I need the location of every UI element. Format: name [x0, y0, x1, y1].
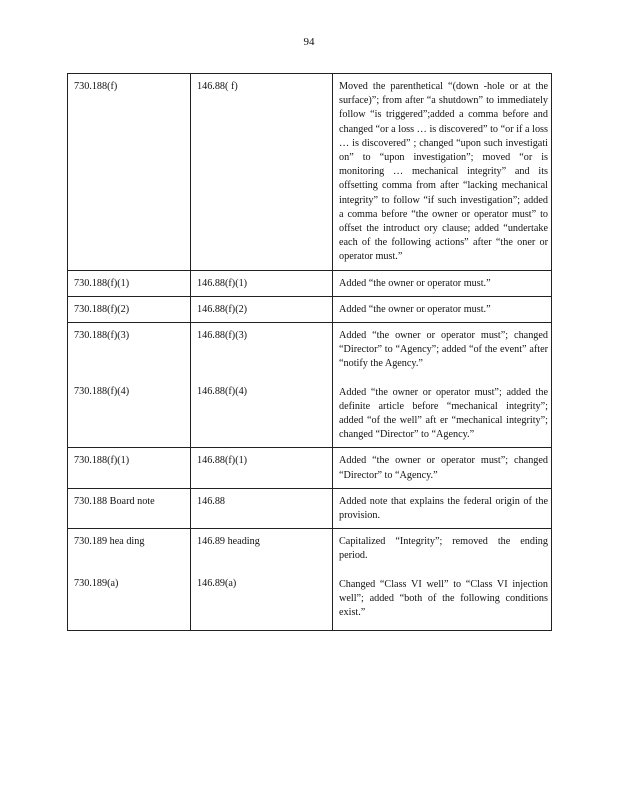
federal-section: 146.89(a) — [197, 578, 237, 590]
table-row — [68, 74, 552, 271]
illinois-section: 730.188(f)(2) — [74, 303, 130, 315]
illinois-section: 730.189(a) — [74, 578, 119, 590]
illinois-section: 730.188(f)(3) — [74, 330, 130, 342]
federal-section: 146.89 heading — [197, 536, 260, 548]
change-description-cell — [333, 74, 552, 271]
change-description-cell — [333, 323, 552, 448]
change-description: Added “the owner or operator must.” — [339, 277, 491, 289]
federal-section: 146.88(f)(1) — [197, 455, 248, 467]
illinois-section-cell — [68, 488, 191, 528]
illinois-section-cell — [68, 529, 191, 631]
change-description: Moved the parenthetical “(down -hole or at the surface)”; from after “a shutdown” to immediately follow “is triggered”;added a comma before and changed “or a loss … is discovered” to “or if a loss … is discovered” ; changed “upon such investigati on” to “upon investigation”; moved “or is monitoring … mechanical integrity” and its offsetting comma from after “lacking mechanical integrity” to follow “if such investigation”; added a comma before “the owner or operator must” to offset the introduct ory clause; added “undertake each of the following actions” after “the oner or operator must.” — [339, 81, 548, 263]
illinois-section-cell — [68, 296, 191, 322]
change-description: Added note that explains the federal origin of the provision. — [339, 495, 548, 522]
change-description: Added “the owner or operator must”; changed “Director” to “Agency”; added “of the event” after “notify the Agency.” — [339, 330, 548, 370]
table-row — [68, 488, 552, 528]
table-row — [68, 270, 552, 296]
federal-section-cell — [191, 448, 333, 488]
spacer — [339, 372, 548, 386]
federal-section: 146.88( f) — [197, 81, 238, 92]
federal-section-cell — [191, 270, 333, 296]
illinois-section: 730.189 hea ding — [74, 536, 145, 548]
spacer — [339, 564, 548, 578]
change-description: Added “the owner or operator must”; changed “Director” to “Agency.” — [339, 455, 548, 481]
illinois-section-cell — [68, 74, 191, 271]
spacer — [197, 343, 327, 385]
illinois-section: 730.188(f) — [74, 81, 118, 92]
change-description-cell — [333, 448, 552, 488]
illinois-section: 730.188 Board note — [74, 495, 155, 507]
federal-section: 146.88(f)(4) — [197, 386, 248, 398]
change-description-cell — [333, 529, 552, 631]
federal-section: 146.88 — [197, 495, 226, 507]
federal-section: 146.88(f)(2) — [197, 303, 248, 315]
change-description-cell — [333, 488, 552, 528]
illinois-section: 730.188(f)(1) — [74, 277, 130, 289]
table-row — [68, 296, 552, 322]
federal-section-cell — [191, 74, 333, 271]
illinois-section-cell — [68, 323, 191, 448]
illinois-section-cell — [68, 270, 191, 296]
change-description: Capitalized “Integrity”; removed the ending period. — [339, 536, 548, 562]
table-row — [68, 323, 552, 448]
illinois-section-cell — [68, 448, 191, 488]
change-description-cell — [333, 296, 552, 322]
federal-section: 146.88(f)(1) — [197, 277, 248, 289]
spacer — [197, 549, 327, 577]
table-row — [68, 529, 552, 631]
federal-section-cell — [191, 488, 333, 528]
change-description: Added “the owner or operator must”; added the definite article before “mechanical integrity”; added “of the well” aft er “mechanical integrity”; changed “Director” to “Agency.” — [339, 386, 548, 441]
comparison-table — [67, 73, 552, 631]
spacer — [74, 343, 185, 385]
page-number: 94 — [303, 36, 315, 48]
illinois-section: 730.188(f)(1) — [74, 455, 130, 467]
change-description: Added “the owner or operator must.” — [339, 303, 491, 315]
spacer — [74, 549, 185, 577]
illinois-section: 730.188(f)(4) — [74, 386, 130, 398]
federal-section: 146.88(f)(3) — [197, 330, 248, 342]
federal-section-cell — [191, 323, 333, 448]
federal-section-cell — [191, 296, 333, 322]
federal-section-cell — [191, 529, 333, 631]
change-description-cell — [333, 270, 552, 296]
table-row — [68, 448, 552, 488]
change-description: Changed “Class VI well” to “Class VI injection well”; added “both of the following conditions exist.” — [339, 578, 548, 619]
